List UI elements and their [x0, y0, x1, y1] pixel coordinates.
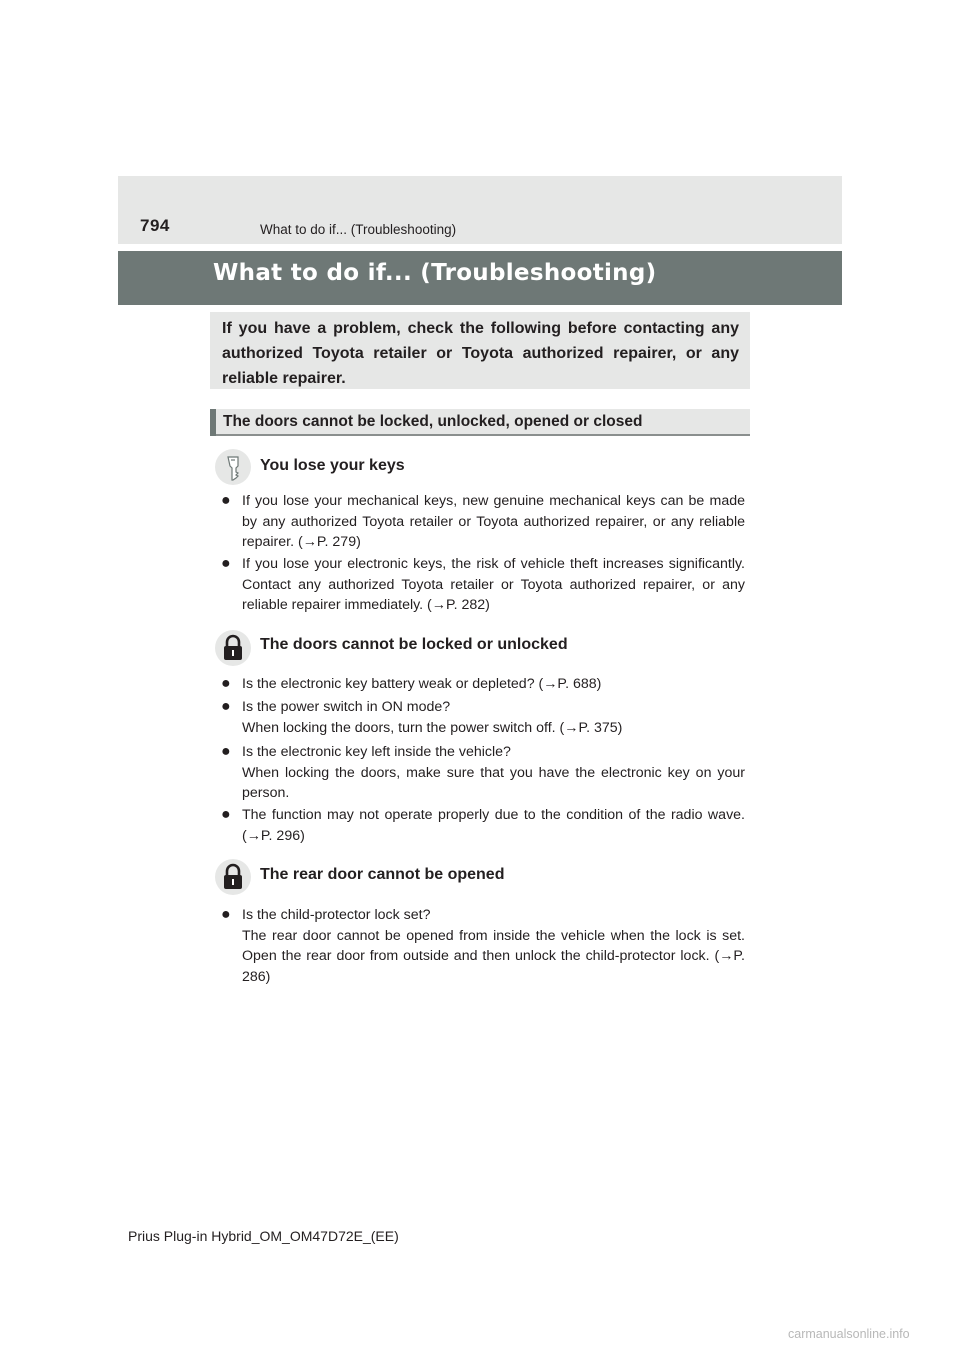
- intro-text: If you have a problem, check the following before contacting any authorized Toyota retailer or Toyota authorized repairer, or any reliable repairer.: [222, 320, 739, 387]
- topic-title-lose-keys: You lose your keys: [260, 457, 405, 474]
- topic-title-rear-door: The rear door cannot be opened: [260, 866, 505, 883]
- padlock-icon: [214, 858, 252, 896]
- key-icon: [214, 448, 252, 486]
- bullet-dot-icon: ●: [221, 906, 231, 923]
- list-item: ● If you lose your mechanical keys, new genuine mechanical keys can be made by any authorized Toyota retailer or Toyota authorized repairer, or any reliable repairer. (→P. 279): [221, 492, 745, 550]
- topic-title-doors-lock: The doors cannot be locked or unlocked: [260, 636, 568, 653]
- list-item: ● Is the power switch in ON mode? When locking the doors, turn the power switch off. (→P. 375): [221, 698, 623, 736]
- bullet-dot-icon: ●: [221, 806, 231, 823]
- list-item: ● If you lose your electronic keys, the risk of vehicle theft increases significantly. Contact any authorized Toyota retailer or Toyota authorized repairer, or any reliable repairer immediately. (→P. 282): [221, 555, 745, 613]
- bullet-dot-icon: ●: [221, 492, 231, 509]
- bullet-dot-icon: ●: [221, 743, 231, 760]
- running-header: What to do if... (Troubleshooting): [260, 222, 457, 237]
- page-title: What to do if... (Troubleshooting): [213, 260, 657, 286]
- subhead-title: The doors cannot be locked, unlocked, opened or closed: [223, 413, 643, 430]
- list-item: ● Is the electronic key left inside the vehicle? When locking the doors, make sure that you have the electronic key on your person.: [221, 743, 745, 801]
- padlock-icon: [214, 629, 252, 667]
- bullet-dot-icon: ●: [221, 555, 231, 572]
- header-band: [118, 176, 842, 244]
- list-item: ● Is the electronic key battery weak or depleted? (→P. 688): [221, 674, 745, 695]
- page-number: 794: [140, 216, 170, 235]
- list-item: ● The function may not operate properly due to the condition of the radio wave. (→P. 296): [221, 806, 745, 844]
- subhead-accent: [210, 409, 216, 436]
- bullet-dot-icon: ●: [221, 698, 231, 715]
- watermark: carmanualsonline.info: [788, 1327, 910, 1341]
- bullet-dot-icon: ●: [221, 675, 231, 692]
- list-item: ● Is the child-protector lock set? The rear door cannot be opened from inside the vehicle when the lock is set. Open the rear door from outside and then unlock the child-protector lock. (→P. 286): [221, 906, 745, 985]
- footer-document-id: Prius Plug-in Hybrid_OM_OM47D72E_(EE): [128, 1228, 399, 1244]
